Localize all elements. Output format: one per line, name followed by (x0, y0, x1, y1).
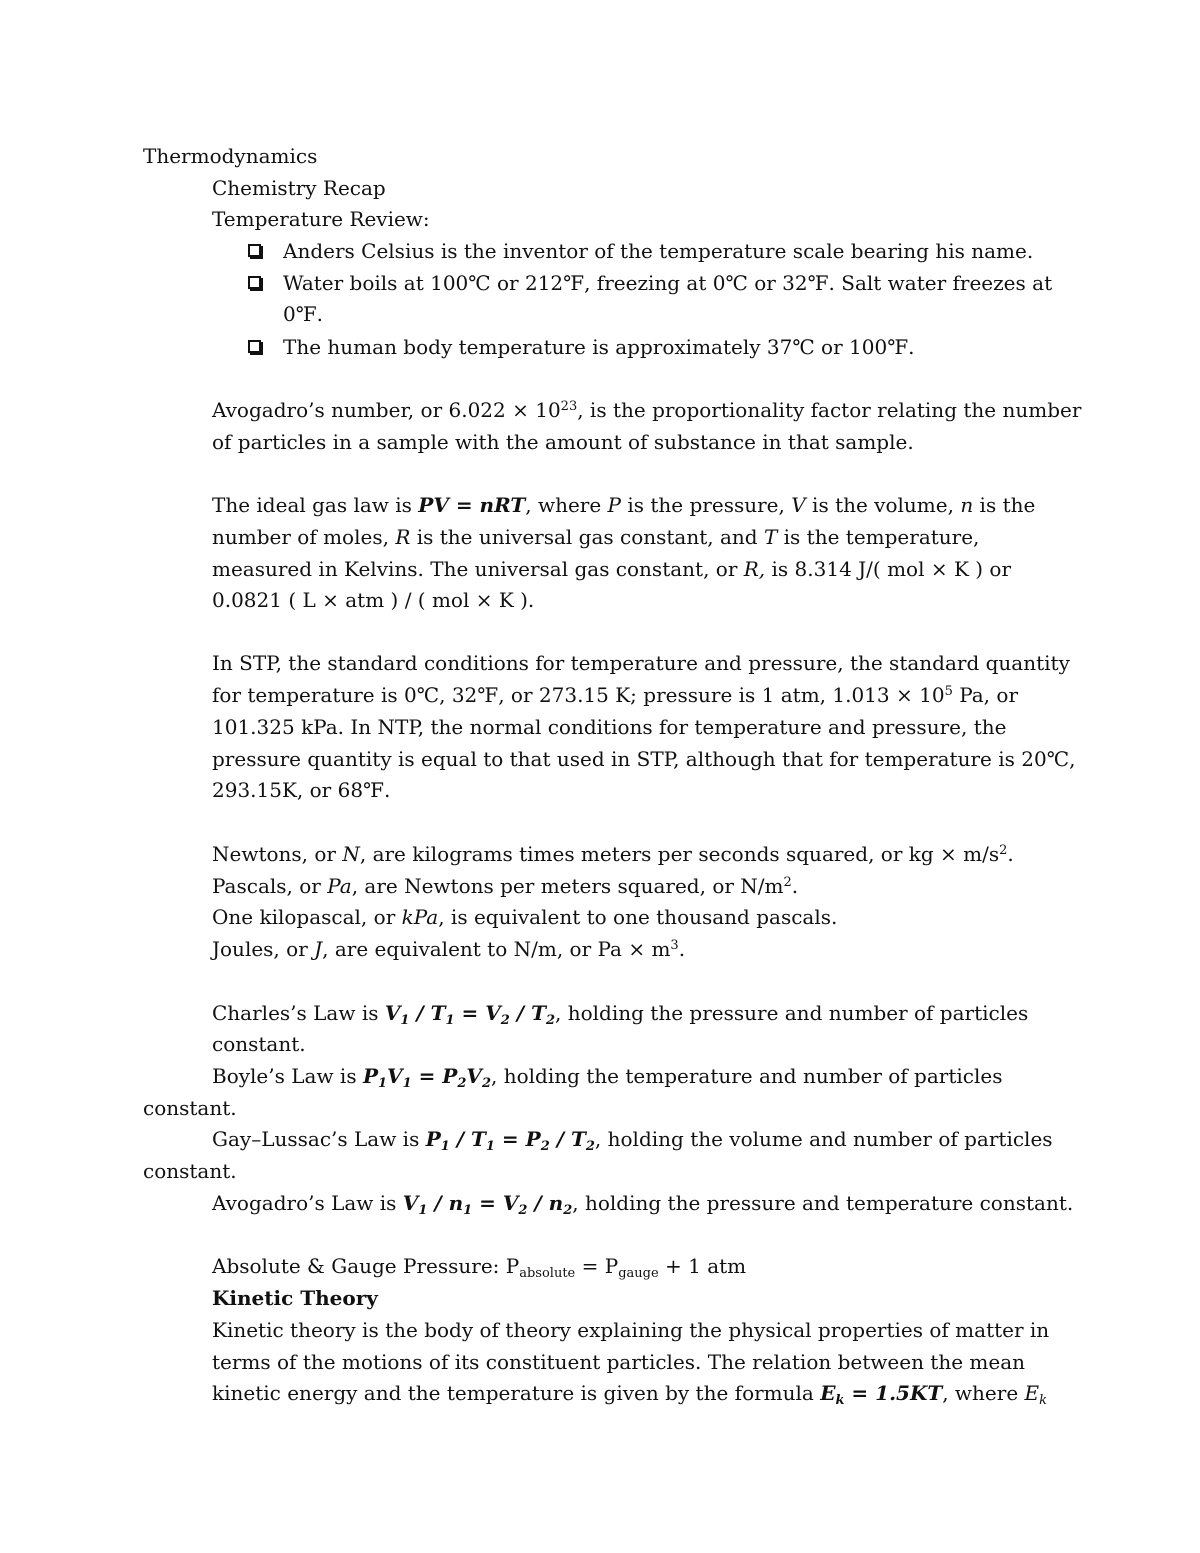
text: number of moles, (212, 525, 396, 549)
text: , holding the pressure and number of particles (555, 1001, 1029, 1025)
text: Charles’s Law is (212, 1001, 385, 1025)
charles-law-continuation: constant. (212, 1032, 306, 1056)
gay-lussac-law-continuation: constant. (143, 1159, 237, 1183)
stp-paragraph-line: pressure quantity is equal to that used in STP, although that for temperature is 20℃, (212, 747, 1076, 771)
text: , is equivalent to one thousand pascals. (438, 905, 838, 929)
text: The ideal gas law is (212, 493, 419, 517)
text: + 1 atm (658, 1254, 747, 1278)
text: Avogadro’s Law is (212, 1191, 403, 1215)
text: Pa, or (952, 683, 1018, 707)
symbol: R, (743, 557, 766, 581)
joule-definition (212, 933, 685, 965)
kinetic-theory-paragraph-line (212, 1377, 1047, 1409)
ideal-gas-paragraph (212, 489, 1035, 521)
symbol: E (1024, 1381, 1040, 1405)
text: Avogadro’s number, or 6.022 × 10 (212, 398, 561, 422)
symbol: n (960, 493, 974, 517)
bullet-item: The human body temperature is approximately 37℃ or 100℉. (283, 335, 915, 359)
equation: $P_1V_1 = P_2V_2$ (362, 1064, 491, 1091)
ideal-gas-paragraph-line (212, 521, 979, 553)
kilopascal-definition (212, 901, 837, 933)
text: . (791, 874, 799, 898)
symbol: N (342, 842, 360, 866)
superscript: 23 (560, 399, 578, 414)
text: is the universal gas constant, and (410, 525, 764, 549)
bullet-item: Water boils at 100℃ or 212℉, freezing at 0℃ or 32℉. Salt water freezes at (283, 271, 1053, 295)
charles-law (212, 997, 1028, 1029)
symbol: P (607, 493, 622, 517)
text: Pascals, or (212, 874, 328, 898)
text: , where (942, 1381, 1025, 1405)
pascal-definition (212, 870, 798, 902)
text: kinetic energy and the temperature is given by the formula (212, 1381, 821, 1405)
boyles-law-continuation: constant. (143, 1096, 237, 1120)
kinetic-theory-heading: Kinetic Theory (212, 1286, 378, 1310)
text: , holding the temperature and number of particles (490, 1064, 1003, 1088)
text: . (678, 937, 686, 961)
superscript: 2 (783, 875, 792, 890)
kinetic-theory-paragraph-line: terms of the motions of its constituent particles. The relation between the mean (212, 1350, 1026, 1374)
equation: $P_1 / T_1 = P_2 / T_2$ (425, 1127, 595, 1154)
text: . (1007, 842, 1014, 866)
subscript: absolute (519, 1266, 576, 1281)
symbol: T (763, 525, 778, 549)
avogadro-paragraph (212, 394, 1081, 426)
equation: $V_1 / n_1 = V_2 / n_2$ (402, 1191, 573, 1218)
text: Gay–Lussac’s Law is (212, 1127, 426, 1151)
bullet-item: Anders Celsius is the inventor of the temperature scale bearing his name. (283, 239, 1034, 263)
subscript: gauge (618, 1266, 659, 1281)
symbol: = 1.5KT (844, 1381, 943, 1405)
superscript: 2 (999, 843, 1008, 858)
symbol: E (820, 1381, 836, 1405)
text: Boyle’s Law is (212, 1064, 363, 1088)
text: is the temperature, (777, 525, 980, 549)
checkbox-icon (248, 276, 261, 289)
ideal-gas-paragraph-line: 0.0821 ( L × atm ) / ( mol × K ). (212, 588, 535, 612)
text: Joules, or (212, 937, 315, 961)
text: One kilopascal, or (212, 905, 402, 929)
stp-paragraph-line (212, 679, 1018, 711)
equation (820, 1381, 943, 1408)
text: is 8.314 J/( mol × K ) or (765, 557, 1012, 581)
text: = P (575, 1254, 619, 1278)
bullet-item-continuation: 0℉. (283, 302, 324, 326)
text: , holding the pressure and temperature constant. (572, 1191, 1074, 1215)
document-title: Thermodynamics (143, 144, 318, 168)
text: Absolute & Gauge Pressure: P (212, 1254, 520, 1278)
newton-definition (212, 838, 1014, 870)
text: , are equivalent to N/m, or Pa × m (322, 937, 671, 961)
subscript: k (835, 1393, 845, 1408)
symbol: Pa (327, 874, 352, 898)
gay-lussac-law (212, 1123, 1053, 1155)
text: measured in Kelvins. The universal gas constant, or (212, 557, 744, 581)
absolute-gauge-pressure (212, 1250, 746, 1282)
subscript: k (1039, 1393, 1048, 1408)
ideal-gas-paragraph-line (212, 553, 1011, 585)
equation: PV = nRT (418, 493, 526, 517)
section-heading: Chemistry Recap (212, 176, 386, 200)
symbol: V (791, 493, 806, 517)
text: is the (973, 493, 1036, 517)
text: is the volume, (805, 493, 961, 517)
avogadros-law (212, 1187, 1073, 1219)
stp-paragraph-line: 293.15K, or 68℉. (212, 778, 391, 802)
symbol: J (314, 937, 323, 961)
stp-paragraph-line: 101.325 kPa. In NTP, the normal conditions for temperature and pressure, the (212, 715, 1007, 739)
boyles-law (212, 1060, 1002, 1092)
text: , are Newtons per meters squared, or N/m (351, 874, 784, 898)
text: Newtons, or (212, 842, 343, 866)
text: , where (525, 493, 608, 517)
checkbox-icon (248, 340, 261, 353)
superscript: 3 (670, 938, 679, 953)
avogadro-paragraph-line: of particles in a sample with the amount of substance in that sample. (212, 430, 914, 454)
symbol: kPa (401, 905, 439, 929)
symbol: R (395, 525, 411, 549)
temperature-review-heading: Temperature Review: (212, 207, 430, 231)
equation: $V_1 / T_1 = V_2 / T_2$ (384, 1001, 556, 1028)
text: for temperature is 0℃, 32℉, or 273.15 K; pressure is 1 atm, 1.013 × 10 (212, 683, 945, 707)
superscript: 5 (944, 684, 953, 699)
text: , holding the volume and number of particles (594, 1127, 1053, 1151)
checkbox-icon (248, 244, 261, 257)
text: , is the proportionality factor relating the number (577, 398, 1082, 422)
stp-paragraph: In STP, the standard conditions for temperature and pressure, the standard quantity (212, 651, 1070, 675)
text: , are kilograms times meters per seconds squared, or kg × m/s (359, 842, 1000, 866)
text: is the pressure, (621, 493, 792, 517)
kinetic-theory-paragraph: Kinetic theory is the body of theory explaining the physical properties of matter in (212, 1318, 1050, 1342)
